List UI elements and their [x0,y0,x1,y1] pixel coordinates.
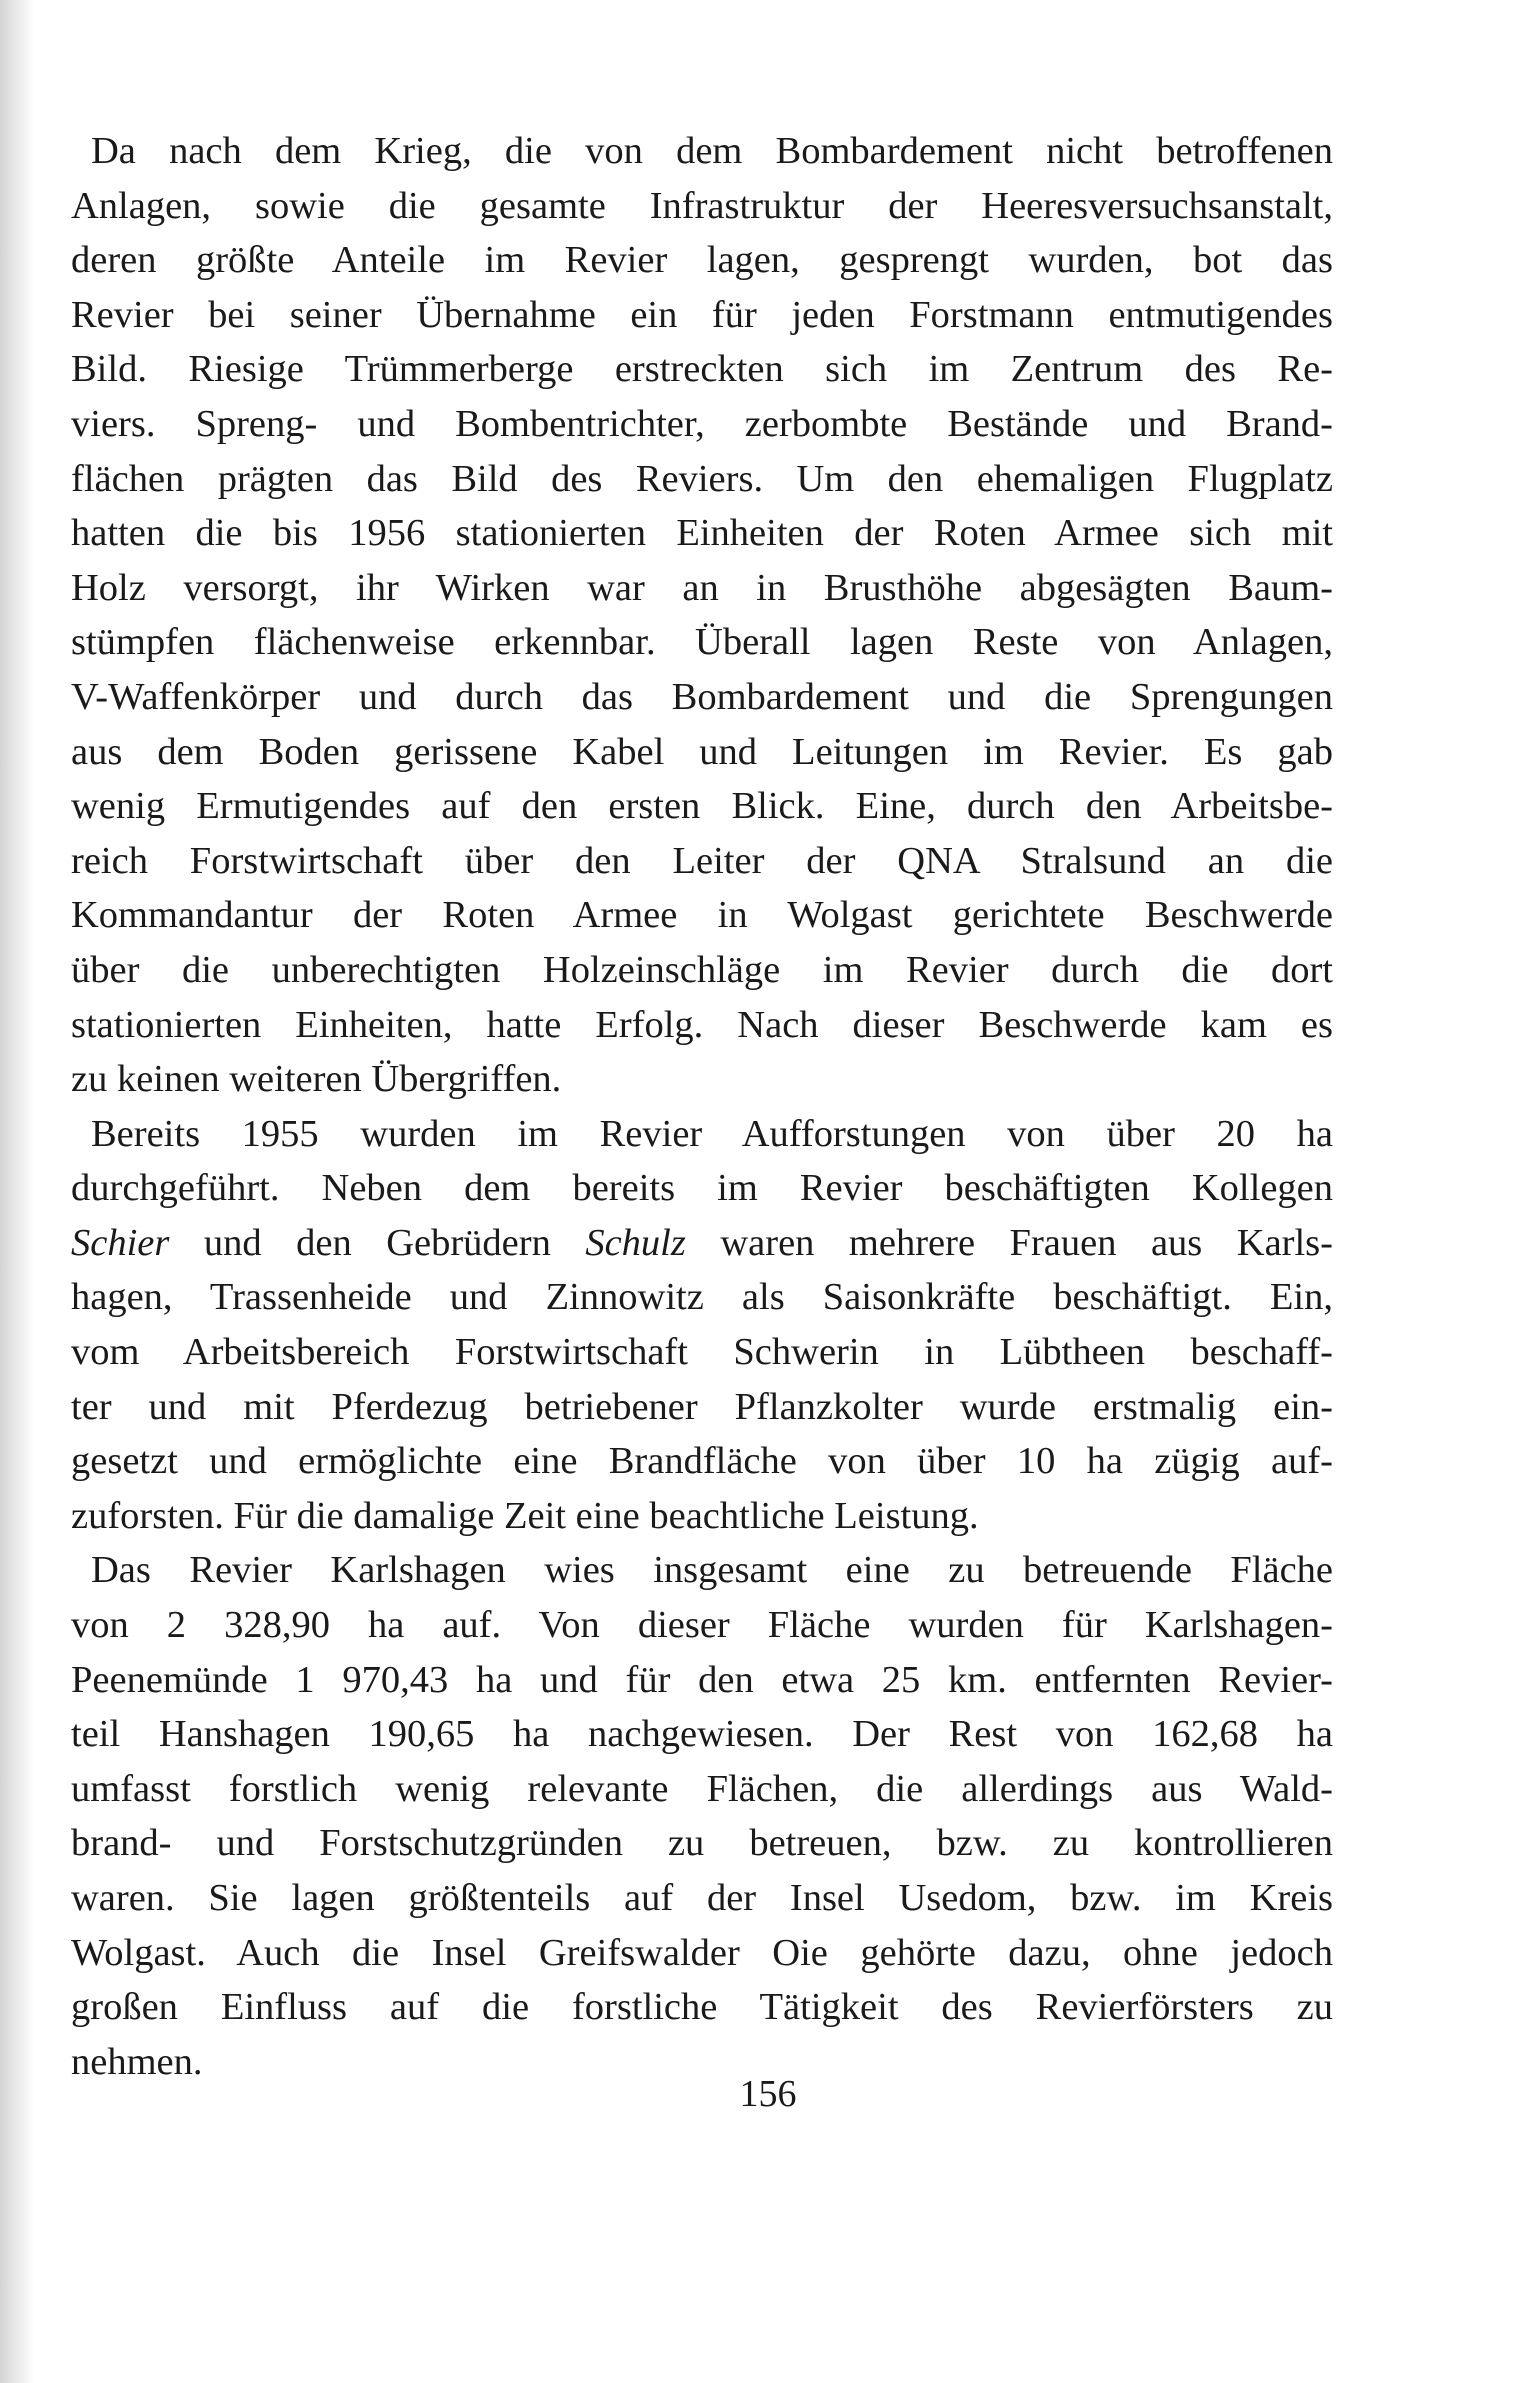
text-line: Bereits 1955 wurden im Revier Aufforstungen von über 20 ha [91,1112,1333,1155]
text-line: über die unberechtigten Holzeinschläge im Revier durch die dort [71,948,1333,991]
text-line: flächen prägten das Bild des Reviers. Um den ehemaligen Flugplatz [71,457,1333,500]
text-line: waren. Sie lagen größtenteils auf der Insel Usedom, bzw. im Kreis [71,1877,1333,1919]
text-line: deren größte Anteile im Revier lagen, gesprengt wurden, bot das [71,239,1333,282]
paragraph-1 [71,124,1333,1107]
text-line: Anlagen, sowie die gesamte Infrastruktur der Heeresversuchsanstalt, [71,184,1333,227]
text-line: viers. Spreng- und Bombentrichter, zerbombte Bestände und Brand- [71,402,1333,445]
text-line: stationierten Einheiten, hatte Erfolg. Nach dieser Beschwerde kam es [71,1003,1333,1046]
text-line: ter und mit Pferdezug betriebener Pflanzkolter wurde erstmalig ein- [71,1385,1333,1428]
text-line: umfasst forstlich wenig relevante Flächen, die allerdings aus Wald- [71,1767,1333,1810]
paragraph-3 [71,1543,1333,2089]
text-line: aus dem Boden gerissene Kabel und Leitungen im Revier. Es gab [71,730,1333,773]
italic-name-schier: Schier [71,1221,170,1264]
text-line: zu keinen weiteren Übergriffen. [71,1058,562,1101]
text-line: Revier bei seiner Übernahme ein für jeden Forstmann entmutigendes [71,293,1333,336]
text-line: reich Forstwirtschaft über den Leiter der QNA Stralsund an die [71,839,1333,882]
text-line: Holz versorgt, ihr Wirken war an in Brusthöhe abgesägten Baum- [71,566,1333,609]
text-line: zuforsten. Für die damalige Zeit eine beachtliche Leistung. [71,1494,979,1537]
text-line: Kommandantur der Roten Armee in Wolgast gerichtete Beschwerde [71,894,1333,937]
text-line: brand- und Forstschutzgründen zu betreuen, bzw. zu kontrollieren [71,1822,1333,1865]
text-line: wenig Ermutigendes auf den ersten Blick. Eine, durch den Arbeitsbe- [71,785,1333,828]
text-line: gesetzt und ermöglichte eine Brandfläche von über 10 ha zügig auf- [71,1440,1333,1483]
page-body [71,124,1333,2089]
text-line: von 2 328,90 ha auf. Von dieser Fläche wurden für Karlshagen- [71,1604,1333,1647]
text-line: Das Revier Karlshagen wies insgesamt eine zu betreuende Fläche [91,1549,1333,1592]
text-line-with-names [71,1216,1333,1271]
text-line: vom Arbeitsbereich Forstwirtschaft Schwerin in Lübtheen beschaff- [71,1331,1333,1374]
text-line: Da nach dem Krieg, die von dem Bombardement nicht betroffenen [91,130,1333,172]
page-number: 156 [739,2073,797,2115]
paragraph-2 [71,1107,1333,1544]
text-line: hatten die bis 1956 stationierten Einheiten der Roten Armee sich mit [71,512,1333,555]
text-line: hagen, Trassenheide und Zinnowitz als Saisonkräfte beschäftigt. Ein, [71,1276,1333,1319]
scan-edge-shadow [0,0,34,2383]
italic-name-schulz: Schulz [585,1221,686,1264]
text-line: Peenemünde 1 970,43 ha und für den etwa 25 km. entfernten Revier- [71,1658,1333,1701]
text-line: großen Einfluss auf die forstliche Tätigkeit des Revierförsters zu [71,1986,1333,2029]
text-line: Bild. Riesige Trümmerberge erstreckten sich im Zentrum des Re- [71,348,1333,391]
text-line: durchgeführt. Neben dem bereits im Revier beschäftigten Kollegen [71,1167,1333,1210]
text-line: V-Waffenkörper und durch das Bombardement und die Sprengungen [71,675,1333,718]
text-line: Wolgast. Auch die Insel Greifswalder Oie gehörte dazu, ohne jedoch [71,1931,1333,1974]
text-fragment: waren mehrere Frauen aus Karls- [685,1221,1333,1264]
text-line: teil Hanshagen 190,65 ha nachgewiesen. Der Rest von 162,68 ha [71,1713,1333,1756]
text-line: nehmen. [71,2040,203,2083]
text-fragment: und den Gebrüdern [169,1221,586,1264]
text-line: stümpfen flächenweise erkennbar. Überall lagen Reste von Anlagen, [71,621,1333,664]
